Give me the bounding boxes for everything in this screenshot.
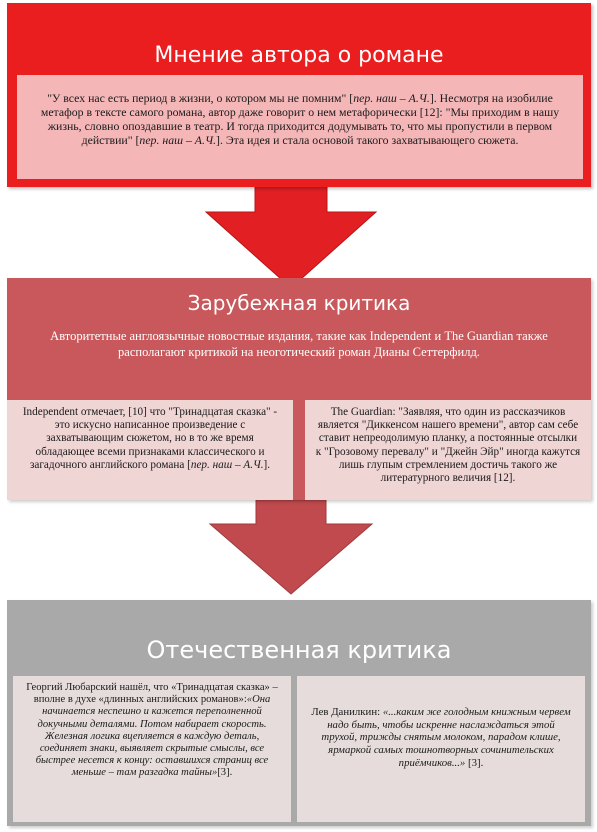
lyubarsky-review-box [13, 676, 291, 822]
foreign-criticism-intro: Авторитетные англоязычные новостные издания, такие как Independent и The Guardian также располагают критикой на неоготический роман Дианы Сеттерфилд. [50, 329, 548, 360]
independent-review-end: ]. [263, 458, 271, 471]
danilkin-review-end: [3]. [465, 756, 484, 769]
lyubarsky-quote: «Она начинается неспешно и кажется переполненной докучными деталями. Потом набирает скорость. Железная логика вцепляется в каждую деталь, соединяет знаки, выявляет скрытые смыслы, все быстрее несется к концу: оставшихся страниц все меньше – там разгадка тайны» [35, 694, 271, 779]
author-opinion-title: Мнение автора о романе [154, 43, 444, 68]
author-quote-text: "У всех нас есть период в жизни, о котором мы не помним" [ [47, 91, 354, 105]
foreign-criticism-title: Зарубежная критика [187, 291, 411, 315]
foreign-criticism-block [7, 278, 591, 500]
author-conclusion-text: ]. Эта идея и стала основой такого захватывающего сюжета. [216, 132, 519, 147]
author-opinion-block [7, 3, 591, 187]
danilkin-review-box [297, 676, 585, 822]
guardian-review-box [305, 400, 591, 500]
independent-review-text: Independent отмечает, [10] что "Тринадцатая сказка" - это искусно написанное произведение с захватывающим сюжетом, но в то же время обладающее всеми признаками классического и загадочного английского романа [ [22, 406, 278, 471]
author-opinion-text-box [17, 75, 583, 179]
independent-translation-note: пер. наш – А.Ч. [190, 458, 264, 471]
danilkin-review-text: Лев Данилкин: [311, 706, 383, 718]
lyubarsky-review-end: [3]. [217, 767, 233, 779]
domestic-criticism-title: Отечественная критика [146, 636, 452, 664]
arrow-down-2 [210, 500, 372, 594]
domestic-criticism-block [7, 600, 591, 826]
author-quote-translation-note: пер. наш – А.Ч. [353, 91, 430, 105]
author-metaphor-translation-note: пер. наш – А.Ч. [139, 132, 217, 147]
arrow-down-1 [206, 180, 376, 288]
lyubarsky-review-text: Георгий Любарский нашёл, что «Тринадцатая сказка» – вполне в духе «длинных английских романов»: [26, 682, 278, 706]
independent-review-box [7, 400, 293, 500]
author-metaphor-text: ]. Несмотря на изобилие метафор в тексте самого романа, автор даже говорит о нем метафорически [12]: "Мы приходим в нашу жизнь, словно опоздавшие в театр. И тогда приходится додумывать то, что мы пропустили в первом действии" [ [40, 91, 560, 147]
guardian-review-text: The Guardian: "Заявляя, что один из рассказчиков является "Диккенсом нашего времени", автор сам себе ставит непреодолимую планку, а постоянные отсылки к "Грозовому перевалу" и "Джейн Эйр" иногда кажутся лишь глупым стремлением достичь такого же литературного величия [12]. [315, 406, 581, 485]
danilkin-quote: «...каким же голодным книжным червем надо быть, чтобы искренне наслаждаться этой трухой, трижды снятым молоком, парадом клише, ярмаркой самых тошнотворных сочинительских приёмчиков...» [321, 706, 571, 769]
